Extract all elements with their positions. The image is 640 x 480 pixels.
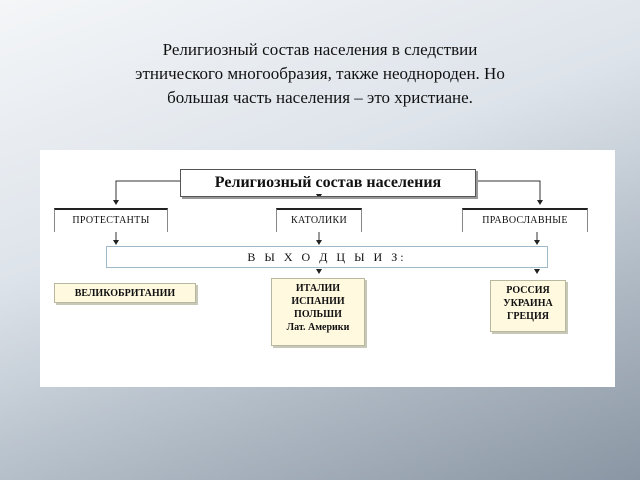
arrow-head [537, 200, 543, 205]
slide-title [60, 38, 580, 110]
origin-label-box: В Ы Х О Д Ц Ы И З: [106, 246, 548, 268]
country-name: ПОЛЬШИ [294, 309, 342, 320]
country-name: ВЕЛИКОБРИТАНИИ [74, 288, 176, 299]
category-catholics: КАТОЛИКИ [276, 208, 362, 232]
country-box-protestants [54, 283, 196, 303]
title-line: Религиозный состав населения в следствии [162, 40, 478, 59]
country-name: Лат. Америки [286, 322, 350, 333]
country-name: ГРЕЦИЯ [507, 311, 549, 322]
arrow-head [113, 200, 119, 205]
title-line: большая часть населения – это христиане. [167, 88, 473, 107]
country-name: ИСПАНИИ [291, 296, 345, 307]
arrow-head [316, 269, 322, 274]
country-box-catholics [271, 278, 365, 346]
arrow-head [113, 240, 119, 245]
country-box-orthodox [490, 280, 566, 332]
connector-right [476, 181, 540, 202]
connector-left [116, 181, 180, 202]
arrow-head [316, 240, 322, 245]
country-name: РОССИЯ [506, 285, 550, 296]
arrow-head [534, 240, 540, 245]
main-heading-box: Религиозный состав населения [180, 169, 476, 197]
country-name: ИТАЛИИ [295, 283, 341, 294]
diagram-panel [40, 150, 615, 387]
arrow-head [534, 269, 540, 274]
title-line: этнического многообразия, также неоднороден. Но [135, 64, 505, 83]
country-name: УКРАИНА [503, 298, 553, 309]
category-protestants: ПРОТЕСТАНТЫ [54, 208, 168, 232]
category-orthodox: ПРАВОСЛАВНЫЕ [462, 208, 588, 232]
